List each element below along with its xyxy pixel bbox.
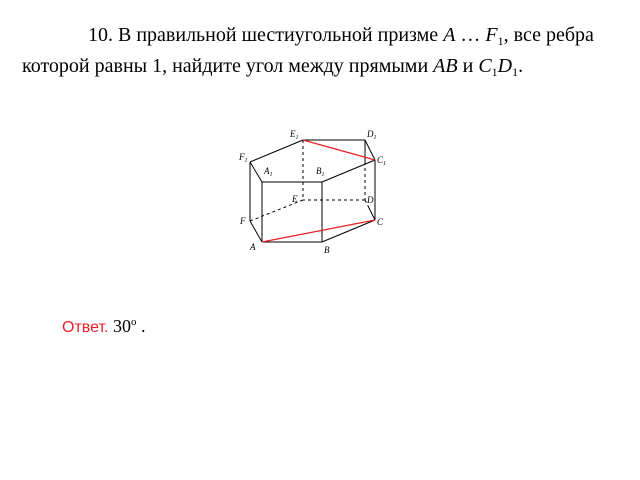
label-d: D — [367, 195, 374, 205]
label-a: A — [250, 242, 256, 252]
subscript-1: 1 — [497, 34, 504, 48]
diagonal-ac — [262, 220, 375, 242]
label-f: F — [240, 216, 246, 226]
edge-c1b1 — [322, 160, 375, 182]
diagonal-e1c1 — [303, 140, 375, 160]
edge-cd — [369, 208, 375, 220]
label-c1: $C_1$ — [377, 155, 387, 167]
edge-f1e1 — [250, 140, 303, 162]
vertex-a: A — [443, 24, 456, 46]
label-b: B — [324, 245, 330, 255]
vertex-c: C — [478, 55, 492, 77]
label-f1: $F_1$ — [239, 152, 248, 164]
degree-mark: o — [130, 316, 137, 328]
label-e: E — [292, 194, 298, 204]
subscript-1: 1 — [491, 65, 498, 79]
edge-fa — [250, 221, 262, 242]
vertex-f: F — [485, 24, 498, 46]
ellipsis: … — [455, 24, 486, 46]
label-c: C — [377, 217, 384, 227]
edge-bc — [322, 220, 375, 242]
vertex-d: D — [497, 55, 513, 77]
problem-statement — [22, 20, 622, 82]
edge-a1f1 — [250, 162, 262, 182]
label-d1: $D_1$ — [367, 129, 377, 141]
label-e1: $E_1$ — [290, 129, 299, 141]
problem-text-part-1: В правильной шестиугольной призме — [113, 24, 444, 46]
label-b1: $B_1$ — [316, 166, 325, 178]
hexagonal-prism-figure — [230, 122, 400, 262]
problem-text-part-2: , все ребра которой равны 1, найдите угол между прямыми — [22, 24, 594, 77]
answer-label: Ответ. — [62, 319, 109, 336]
subscript-1: 1 — [512, 65, 519, 79]
answer-value: 30 — [112, 316, 131, 336]
label-a1: $A_1$ — [264, 166, 273, 178]
answer-end: . — [136, 316, 146, 336]
answer — [62, 316, 145, 337]
conjunction: и — [457, 55, 479, 77]
line-ab: AB — [433, 55, 458, 77]
problem-number: 10. — [88, 24, 113, 46]
period: . — [518, 55, 524, 77]
